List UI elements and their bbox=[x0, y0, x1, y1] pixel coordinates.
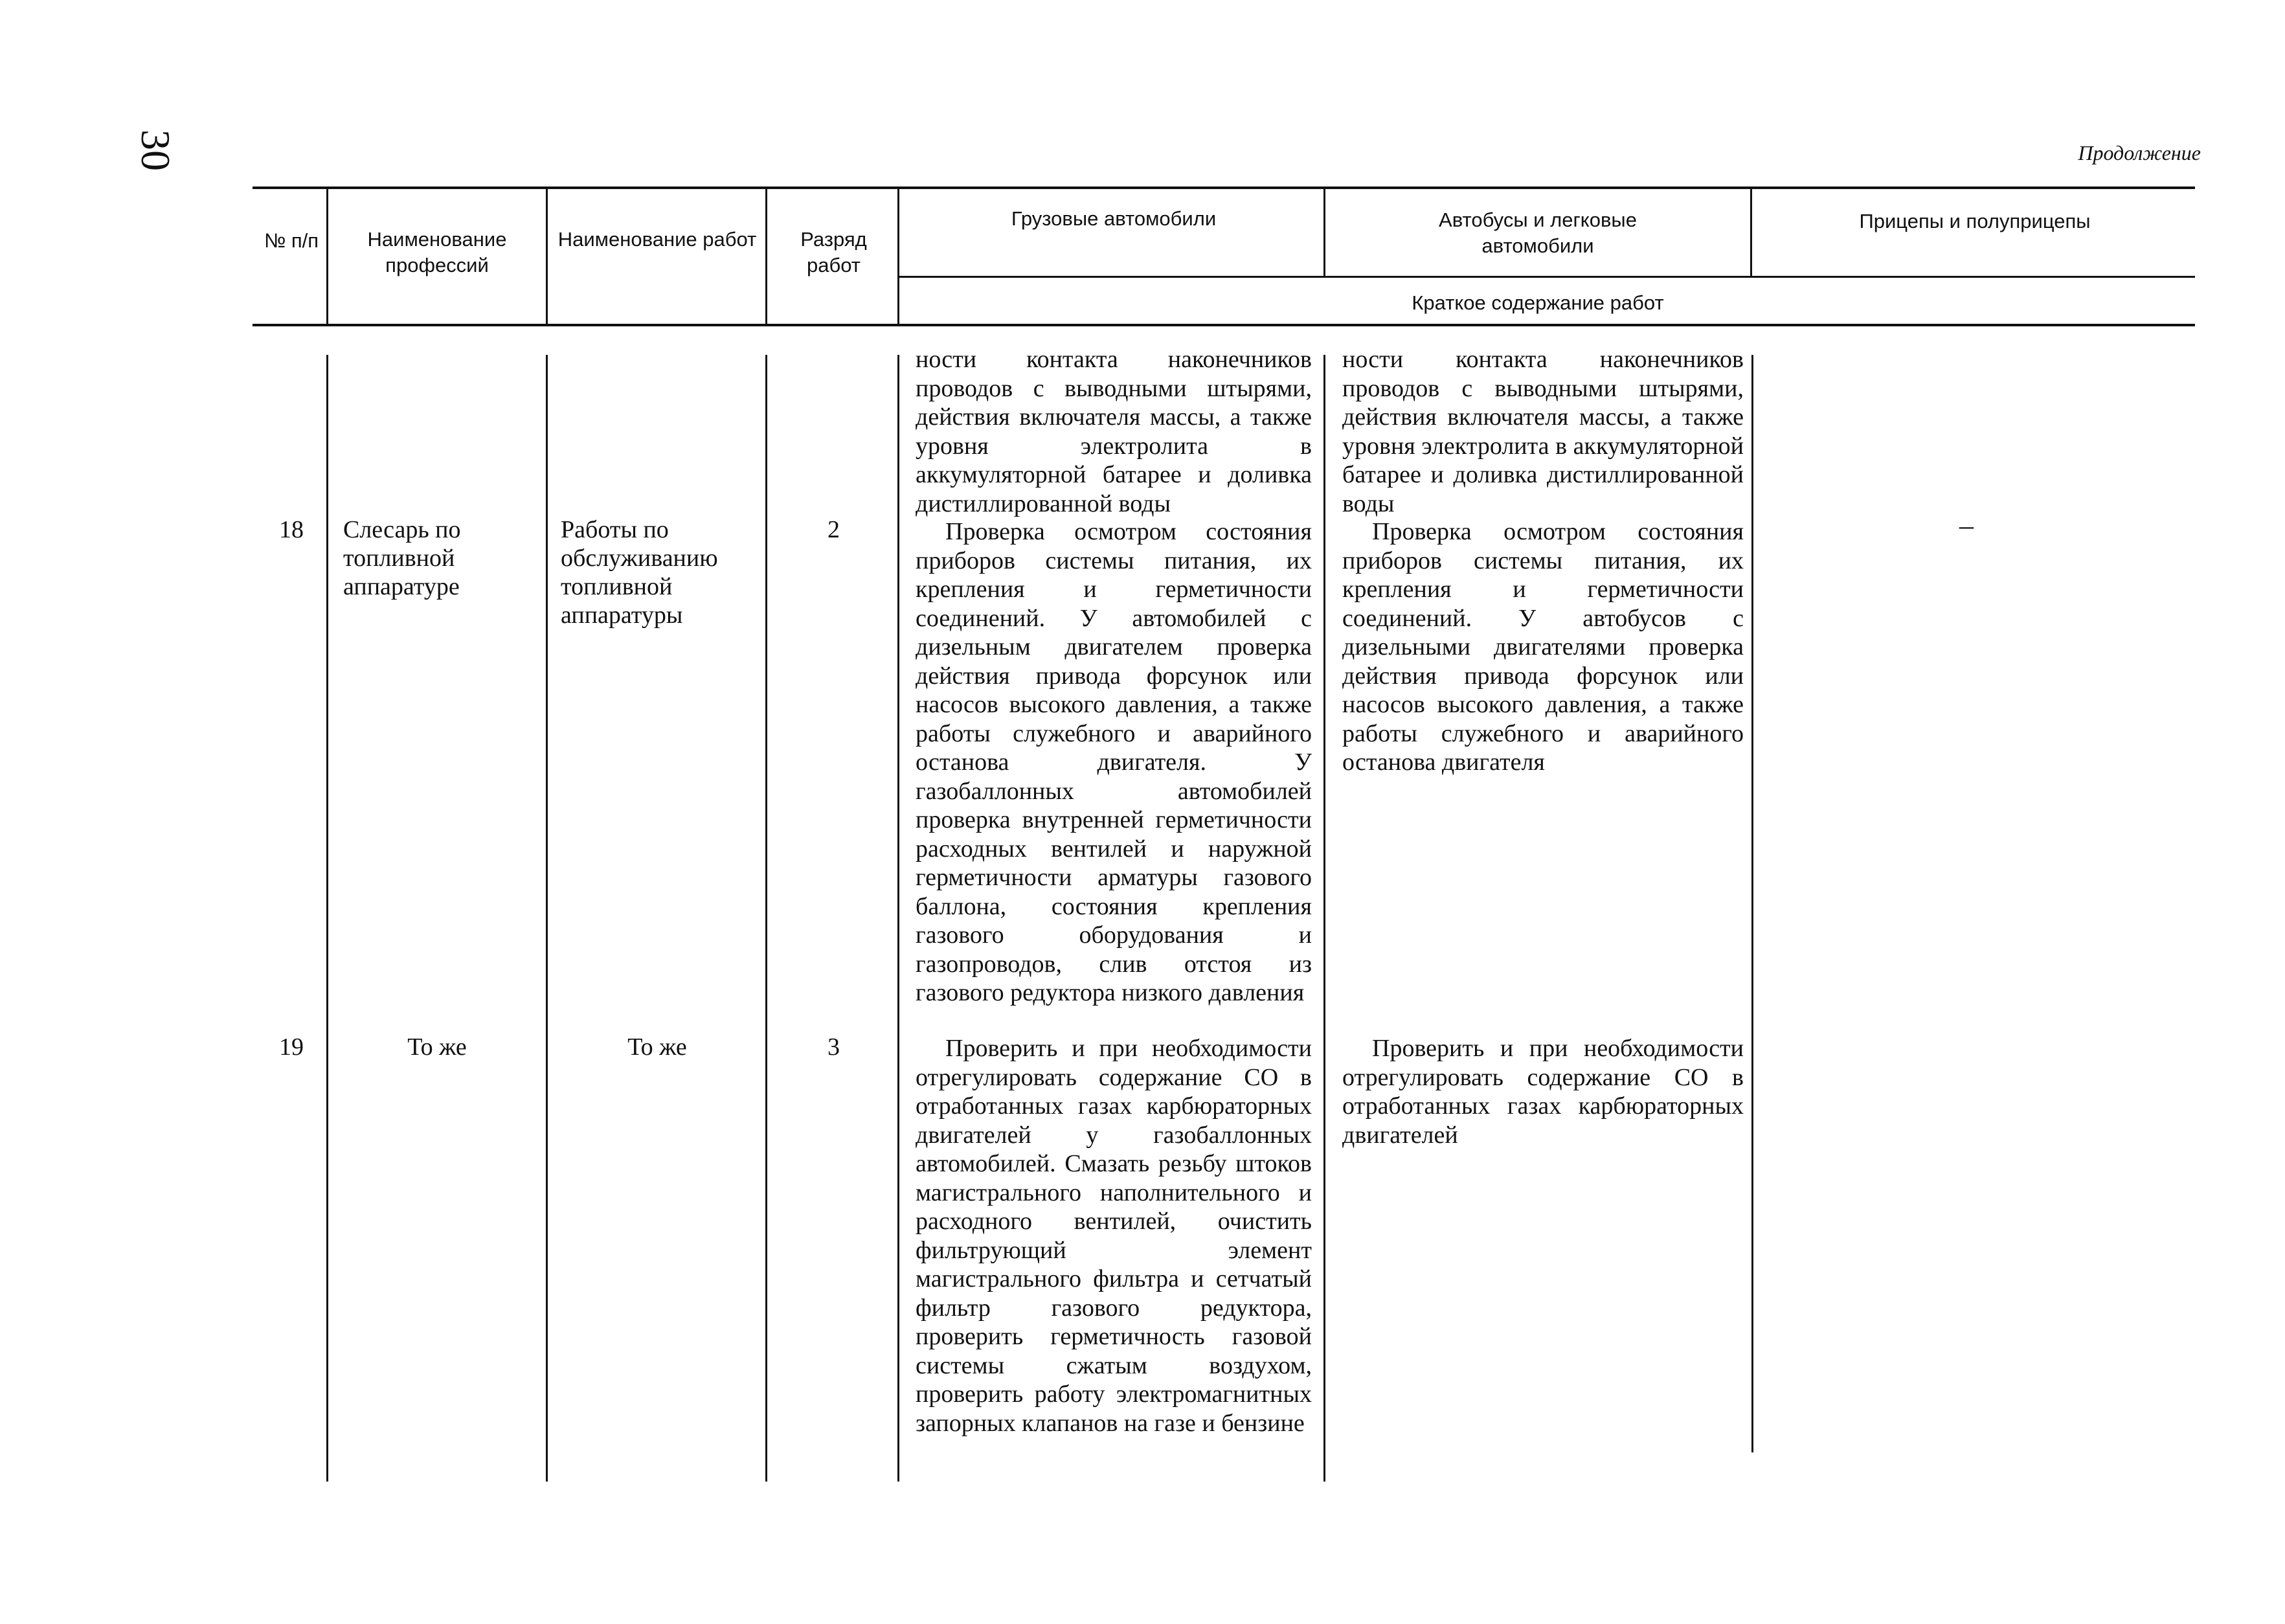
row-18-works: Работы по обслуживанию топливной аппаратуры bbox=[561, 516, 718, 629]
body-sep-3 bbox=[765, 355, 767, 1482]
continued-trucks-paragraph: ности контакта наконечников проводов с выводными штырями, действия включателя массы, а также уровня электролита в аккумуляторной батарее и доливка дистиллированной воды bbox=[916, 346, 1312, 517]
continued-trucks-text bbox=[916, 345, 1312, 518]
header-bottom-rule bbox=[253, 324, 2195, 326]
hdr-sep-1 bbox=[326, 188, 328, 325]
body-sep-2 bbox=[546, 355, 548, 1482]
row-19-num: 19 bbox=[279, 1033, 304, 1061]
header-num: № п/п bbox=[264, 229, 319, 252]
page-number: 30 bbox=[133, 130, 179, 171]
body-sep-4 bbox=[897, 355, 899, 1482]
continued-buses-text bbox=[1342, 345, 1744, 518]
row-19-profession: То же bbox=[407, 1033, 467, 1061]
continued-buses-paragraph: ности контакта наконечников проводов с выводными штырями, действия включателя массы, а также уровня электролита в аккумуляторной батарее и доливка дистиллированной воды bbox=[1342, 346, 1744, 517]
row-18-buses bbox=[1342, 517, 1744, 777]
row-18-num: 18 bbox=[279, 516, 304, 543]
row-19-trucks-paragraph: Проверить и при необходимости отрегулировать содержание СО в отработанных газах карбюраторных двигателей у газобаллонных автомобилей. Смазать резьбу штоков магистрального наполнительного и расходного вентилей, очистить фильтрующий элемент магистрального фильтра и сетчатый фильтр газового редуктора, проверить герметичность газовой системы сжатым воздухом, проверить работу электромагнитных запорных клапанов на газе и бензине bbox=[916, 1035, 1312, 1437]
row-18-buses-paragraph: Проверка осмотром состояния приборов системы питания, их крепления и герметичности соединений. У автобусов с дизельными двигателями проверка действия привода форсунок или насосов высокого давления, а также работы служебного и аварийного останова двигателя bbox=[1342, 518, 1744, 776]
hdr-sep-3 bbox=[765, 188, 767, 325]
continuation-label: Продолжение bbox=[2078, 141, 2201, 164]
header-buses: Автобусы и легковые автомобили bbox=[1439, 209, 1637, 257]
header-works: Наименование работ bbox=[557, 228, 757, 251]
header-profession: Наименование профессий bbox=[367, 228, 507, 276]
header-trucks: Грузовые автомобили bbox=[1011, 207, 1217, 230]
hdr-sep-6 bbox=[1750, 188, 1752, 277]
table-top-rule bbox=[253, 186, 2195, 189]
row-18-profession: Слесарь по топливной аппаратуре bbox=[343, 516, 461, 600]
body-sep-1 bbox=[326, 355, 328, 1482]
row-19-trucks bbox=[916, 1034, 1312, 1438]
row-19-works: То же bbox=[627, 1033, 687, 1061]
body-sep-6 bbox=[1751, 355, 1753, 1452]
header-grade: Разряд работ bbox=[800, 228, 867, 276]
hdr-sep-2 bbox=[546, 188, 548, 325]
row-19-grade: 3 bbox=[827, 1033, 840, 1061]
hdr-sep-5 bbox=[1323, 188, 1325, 277]
row-19-buses bbox=[1342, 1034, 1744, 1149]
hdr-sep-4 bbox=[897, 188, 899, 325]
header-trailers: Прицепы и полуприцепы bbox=[1859, 210, 2091, 232]
row-18-trailers: – bbox=[1959, 510, 1974, 541]
body-sep-5 bbox=[1323, 355, 1325, 1482]
header-summary: Краткое содержание работ bbox=[1412, 291, 1664, 314]
row-18-trucks bbox=[916, 517, 1312, 1008]
row-18-trucks-paragraph: Проверка осмотром состояния приборов системы питания, их крепления и герметичности соединений. У автомобилей с дизельным двигателем проверка действия привода форсунок или насосов высокого давления, а также работы служебного и аварийного останова двигателя. У газобаллонных автомобилей проверка внутренней герметичности расходных вентилей и наружной герметичности арматуры газового баллона, состояния крепления газового оборудования и газопроводов, слив отстоя из газового редуктора низкого давления bbox=[916, 518, 1312, 1006]
row-19-buses-paragraph: Проверить и при необходимости отрегулировать содержание СО в отработанных газах карбюраторных двигателей bbox=[1342, 1035, 1744, 1149]
header-split-rule bbox=[899, 276, 2195, 278]
row-18-grade: 2 bbox=[827, 516, 840, 543]
